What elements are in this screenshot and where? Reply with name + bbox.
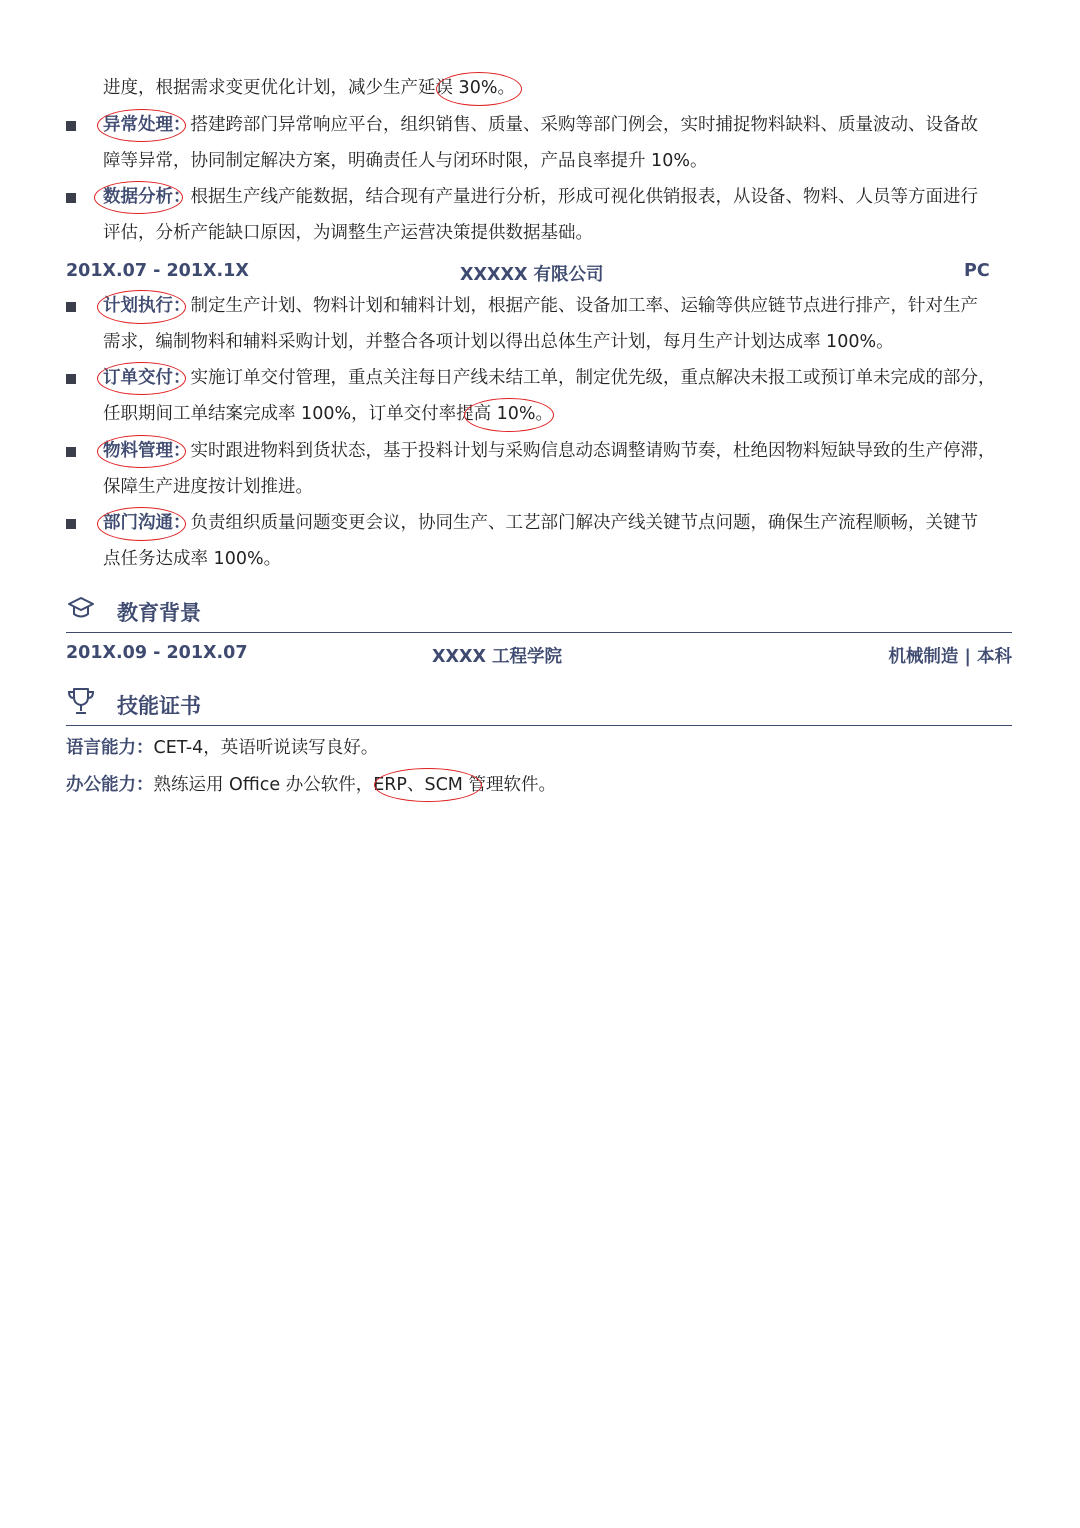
education-school: XXXX 工程学院 [432, 647, 563, 667]
bullet-plan-execution [66, 288, 1012, 360]
bullet-department-communication [66, 505, 1012, 577]
section-divider [66, 632, 1012, 634]
bullet-square [66, 193, 76, 203]
bullet-label: 部门沟通： [103, 513, 191, 533]
bullet-text-cont: 保障生产进度按计划推进。 [103, 477, 313, 497]
bullet-square [66, 302, 76, 312]
skill-label: 语言能力： [66, 738, 154, 758]
section-title: 教育背景 [117, 601, 201, 625]
job-period: 201X.07 - 201X.1X [66, 261, 249, 281]
skill-language [66, 730, 378, 766]
skills-section-header [66, 686, 1012, 726]
bullet-label: 订单交付： [103, 368, 191, 388]
job-entry-header [66, 261, 1012, 289]
bullet-text: 实施订单交付管理，重点关注每日产线未结工单，制定优先级，重点解决未报工或预订单未完成的部分， [190, 368, 996, 388]
education-major-degree: 机械制造 | 本科 [888, 647, 1012, 667]
education-entry [66, 643, 1012, 671]
education-period: 201X.09 - 201X.07 [66, 643, 248, 663]
job-company: XXXXX 有限公司 [460, 265, 604, 285]
bullet-text: 根据生产线产能数据，结合现有产量进行分析，形成可视化供销报表，从设备、物料、人员等方面进行 [190, 187, 978, 207]
bullet-square [66, 374, 76, 384]
trophy-icon [66, 686, 96, 716]
skill-office [66, 767, 556, 803]
bullet-text-cont: 评估，分析产能缺口原因，为调整生产运营决策提供数据基础。 [103, 223, 593, 243]
skill-text: CET-4，英语听说读写良好。 [153, 738, 379, 758]
bullet-text-cont: 障等异常，协同制定解决方案，明确责任人与闭环时限，产品良率提升 10%。 [103, 151, 708, 171]
bullet-text-cont: 需求，编制物料和辅料采购计划，并整合各项计划以得出总体生产计划，每月生产计划达成率 100%。 [103, 332, 894, 352]
bullet-text: 制定生产计划、物料计划和辅料计划，根据产能、设备加工率、运输等供应链节点进行排产，针对生产 [190, 296, 978, 316]
section-title: 技能证书 [117, 694, 201, 718]
bullet-exception-handling [66, 107, 1012, 179]
education-section-header [66, 593, 1012, 633]
bullet-label: 异常处理： [103, 115, 191, 135]
bullet-text: 搭建跨部门异常响应平台，组织销售、质量、采购等部门例会，实时捕捉物料缺料、质量波动、设备故 [190, 115, 978, 135]
bullet-square [66, 447, 76, 457]
continuation-text: 进度，根据需求变更优化计划，减少生产延误 30%。 [103, 78, 515, 98]
bullet-text: 实时跟进物料到货状态，基于投料计划与采购信息动态调整请购节奏，杜绝因物料短缺导致的生产停滞， [190, 441, 996, 461]
bullet-text: 负责组织质量问题变更会议，协同生产、工艺部门解决产线关键节点问题，确保生产流程顺畅，关键节 [190, 513, 978, 533]
job-role: PC [964, 261, 990, 281]
skill-label: 办公能力： [66, 775, 154, 795]
bullet-material-management [66, 433, 1012, 505]
bullet-label: 物料管理： [103, 441, 191, 461]
graduation-cap-icon [66, 593, 96, 623]
bullet-square [66, 519, 76, 529]
bullet-order-delivery [66, 360, 1012, 432]
skill-text: 熟练运用 Office 办公软件，ERP、SCM 管理软件。 [153, 775, 556, 795]
bullet-text-cont: 点任务达成率 100%。 [103, 549, 282, 569]
bullet-text-cont: 任职期间工单结案完成率 100%，订单交付率提高 10%。 [103, 404, 554, 424]
bullet-label: 数据分析： [103, 187, 191, 207]
section-divider [66, 725, 1012, 727]
bullet-square [66, 121, 76, 131]
bullet-label: 计划执行： [103, 296, 191, 316]
bullet-data-analysis [66, 179, 1012, 251]
